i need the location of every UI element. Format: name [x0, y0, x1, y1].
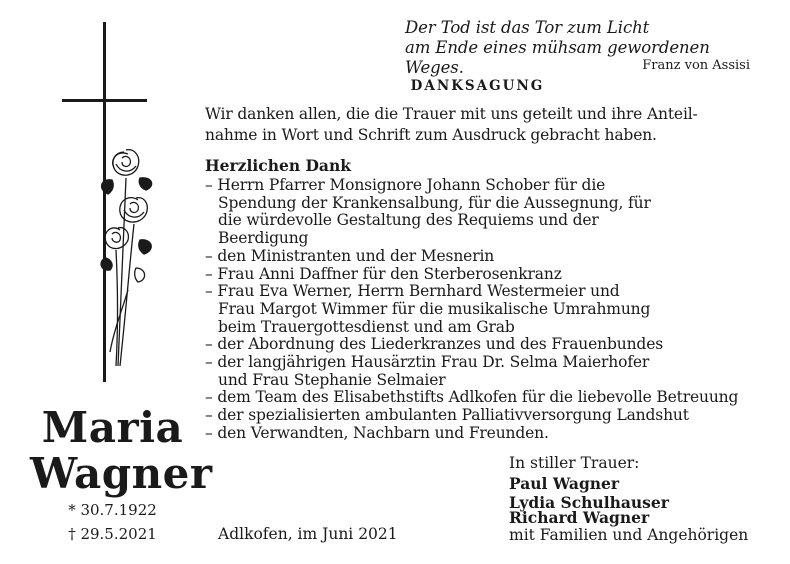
deceased-last-name: Wagner [30, 449, 213, 498]
list-item: – Frau Eva Werner, Herrn Bernhard Westermeier und Frau Margot Wimmer für die musikalische Umrahmung beim Trauergottesdienst und am Grab [205, 283, 658, 336]
motto-line-2: am Ende eines mühsam gewordenen Weges. [405, 38, 710, 77]
list-item: – der spezialisierten ambulanten Palliativversorgung Landshut [205, 407, 765, 425]
death-date: † 29.5.2021 [68, 525, 157, 543]
list-item: – den Ministranten und der Mesnerin [205, 248, 765, 266]
intro-line-1: Wir danken allen, die die Trauer mit uns geteilt und ihre Anteil- [205, 105, 698, 123]
thanks-list [205, 177, 765, 443]
mourner-name: Paul Wagner [509, 474, 620, 493]
list-item: – der langjährigen Hausärztin Frau Dr. Selma Maierhofer und Frau Stephanie Selmaier [205, 354, 673, 389]
roses-icon [100, 140, 160, 370]
mourner-name: Lydia Schulhauser [509, 493, 669, 512]
page-title: DANKSAGUNG [410, 78, 545, 94]
cross-beam [62, 99, 147, 102]
mourners-family: mit Familien und Angehörigen [509, 526, 749, 544]
list-item: – Herrn Pfarrer Monsignore Johann Schober für die Spendung der Krankensalbung, für die Aussegnung, für die würdevolle Gestaltung des Requiems und der Beerdigung [205, 177, 673, 248]
mourner-name: Richard Wagner [509, 508, 650, 527]
deceased-first-name: Maria [41, 403, 184, 452]
list-item: – Frau Anni Daffner für den Sterberosenkranz [205, 266, 765, 284]
thanks-title: Herzlichen Dank [205, 156, 351, 175]
list-item: – der Abordnung des Liederkranzes und des Frauenbundes [205, 336, 765, 354]
intro-line-2: nahme in Wort und Schrift zum Ausdruck gebracht haben. [205, 126, 657, 144]
list-item: – dem Team des Elisabethstifts Adlkofen für die liebevolle Betreuung [205, 389, 765, 407]
place-date: Adlkofen, im Juni 2021 [218, 525, 398, 543]
motto-author: Franz von Assisi [642, 58, 750, 73]
mourners-label: In stiller Trauer: [509, 454, 640, 472]
intro-text [205, 104, 757, 146]
list-item: – den Verwandten, Nachbarn und Freunden. [205, 425, 765, 443]
birth-date: * 30.7.1922 [68, 501, 157, 519]
motto-line-1: Der Tod ist das Tor zum Licht [405, 18, 650, 37]
